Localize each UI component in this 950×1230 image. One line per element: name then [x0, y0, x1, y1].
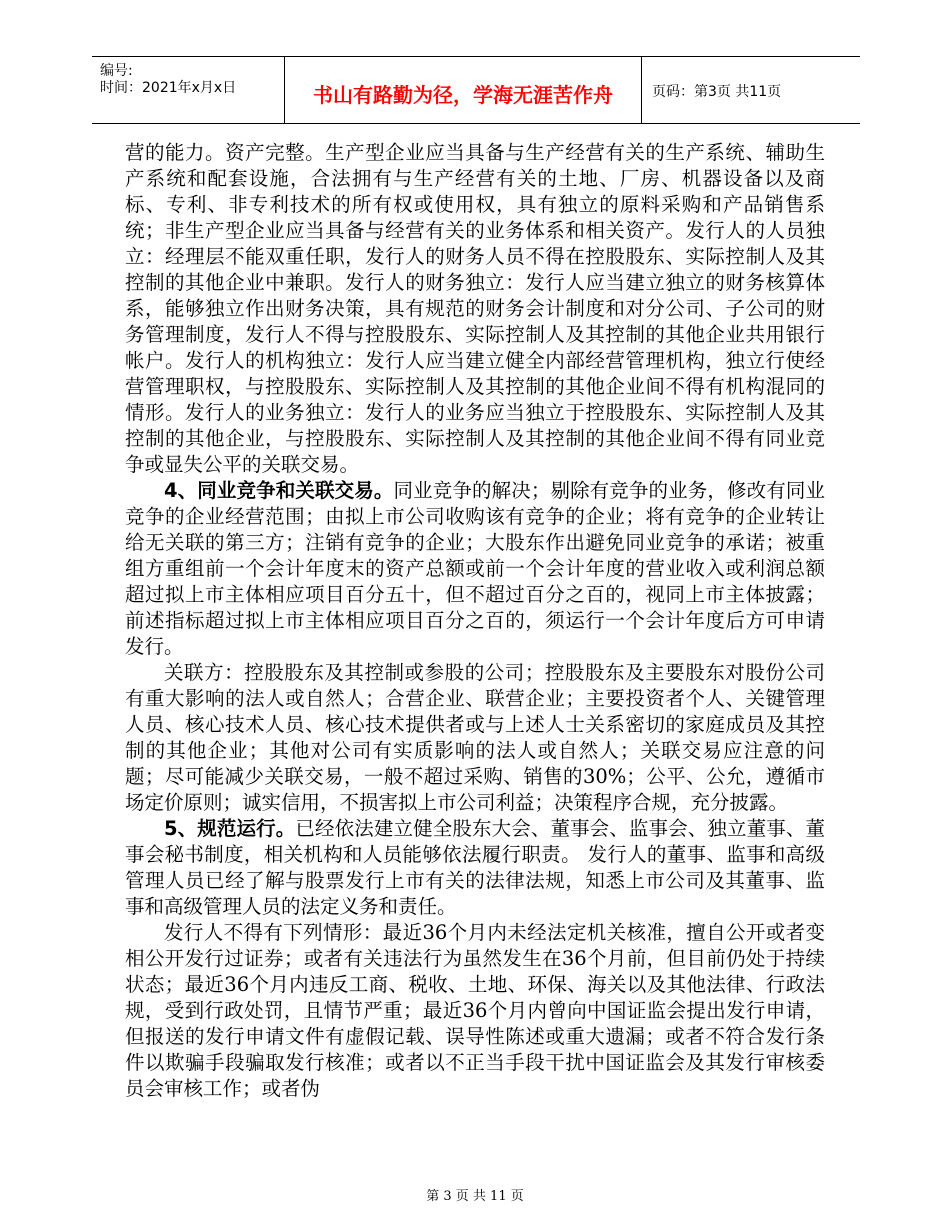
serial-label: 编号:: [100, 63, 133, 79]
paragraph-2: [125, 478, 825, 660]
paragraph-text: 同业竞争的解决；剔除有竞争的业务，修改有同业竞争的企业经营范围；由拟上市公司收购该有竞争的企业；将有竞争的企业转让给无关联的第三方；注销有竞争的企业；大股东作出避免同业竞争的承诺；被重组方重组前一个会计年度末的资产总额或前一个会计年度的营业收入或利润总额超过拟上市主体相应项目百分五十，但不超过百分之百的，视同上市主体披露；前述指标超过拟上市主体相应项目百分之百的，须运行一个会计年度后方可申请发行。: [125, 479, 825, 658]
paragraph-4: [125, 816, 825, 920]
paragraph-3: [125, 660, 825, 816]
page-header: [92, 56, 860, 124]
paragraph-text: 发行人不得有下列情形：最近36个月内未经法定机关核准，擅自公开或者变相公开发行过证券；或者有关违法行为虽然发生在36个月前，但目前仍处于持续状态；最近36个月内违反工商、税收、土地、环保、海关以及其他法律、行政法规，受到行政处罚，且情节严重；最近36个月内曾向中国证监会提出发行申请，但报送的发行申请文件有虚假记载、误导性陈述或重大遗漏；或者不符合发行条件以欺骗手段骗取发行核准；或者以不正当手段干扰中国证监会及其发行审核委员会审核工作；或者伪: [125, 921, 825, 1100]
header-motto-cell: [285, 57, 642, 123]
paragraph-1: [125, 140, 825, 478]
section-heading: 4、同业竞争和关联交易。: [164, 479, 394, 502]
page-footer: 第 3 页 共 11 页: [426, 1189, 524, 1204]
paragraph-5: [125, 920, 825, 1102]
motto: 书山有路勤为径，学海无涯苦作舟: [313, 83, 613, 107]
header-meta-cell: [92, 57, 285, 123]
time-label: 时间：2021年x月x日: [100, 80, 237, 96]
paragraph-text: 已经依法建立健全股东大会、董事会、监事会、独立董事、董事会秘书制度，相关机构和人员能够依法履行职责。 发行人的董事、监事和高级管理人员已经了解与股票发行上市有关的法律法规，知悉上市公司及其董事、监事和高级管理人员的法定义务和责任。: [125, 817, 825, 918]
paragraph-text: 关联方：控股股东及其控制或参股的公司；控股股东及主要股东对股份公司有重大影响的法人或自然人；合营企业、联营企业；主要投资者个人、关键管理人员、核心技术人员、核心技术提供者或与上述人士关系密切的家庭成员及其控制的其他企业；其他对公司有实质影响的法人或自然人；关联交易应注意的问题；尽可能减少关联交易，一般不超过采购、销售的30%；公平、公允，遵循市场定价原则；诚实信用，不损害拟上市公司利益；决策程序合规，充分披露。: [125, 661, 825, 814]
section-heading: 5、规范运行。: [164, 817, 296, 840]
page-info: 页码：第3页 共11页: [652, 84, 782, 100]
paragraph-text: 营的能力。资产完整。生产型企业应当具备与生产经营有关的生产系统、辅助生产系统和配套设施，合法拥有与生产经营有关的土地、厂房、机器设备以及商标、专利、非专利技术的所有权或使用权，具有独立的原料采购和产品销售系统；非生产型企业应当具备与经营有关的业务体系和相关资产。发行人的人员独立：经理层不能双重任职，发行人的财务人员不得在控股股东、实际控制人及其控制的其他企业中兼职。发行人的财务独立：发行人应当建立独立的财务核算体系，能够独立作出财务决策，具有规范的财务会计制度和对分公司、子公司的财务管理制度，发行人不得与控股股东、实际控制人及其控制的其他企业共用银行帐户。发行人的机构独立：发行人应当建立健全内部经营管理机构，独立行使经营管理职权，与控股股东、实际控制人及其控制的其他企业间不得有机构混同的情形。发行人的业务独立：发行人的业务应当独立于控股股东、实际控制人及其控制的其他企业，与控股股东、实际控制人及其控制的其他企业间不得有同业竞争或显失公平的关联交易。: [125, 141, 825, 476]
document-body: [125, 140, 825, 1102]
header-page-cell: [642, 57, 860, 123]
